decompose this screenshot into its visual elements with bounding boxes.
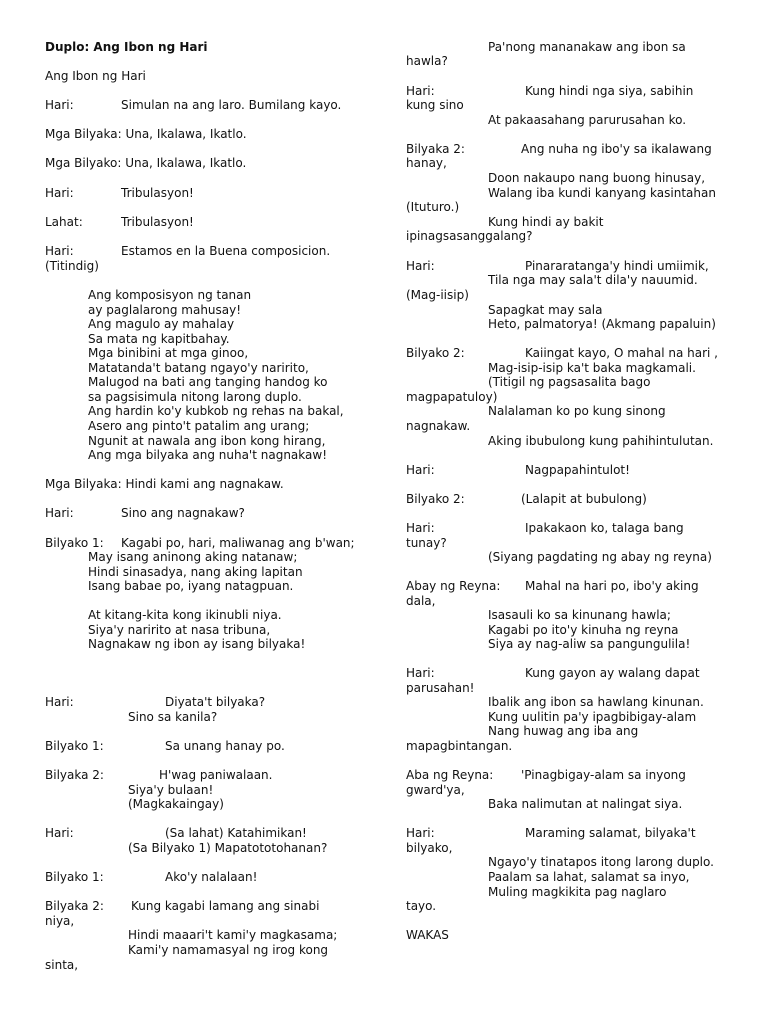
left-text-line: ay paglalarong mahusay! xyxy=(88,303,242,317)
right-text-line: Kung hindi nga siya, sabihin xyxy=(525,84,694,98)
right-text-line: (Lalapit at bubulong) xyxy=(521,492,647,506)
left-text-line: At kitang-kita kong ikinubli niya. xyxy=(88,608,282,622)
document-title: Duplo: Ang Ibon ng Hari xyxy=(45,40,208,54)
left-text-line: Siya'y bulaan! xyxy=(128,783,214,797)
left-text-line: May isang aninong aking natanaw; xyxy=(88,550,298,564)
left-text-line: Nagnakaw ng ibon ay isang bilyaka! xyxy=(88,637,306,651)
right-text-line: Hari: xyxy=(406,826,435,840)
right-text-line: Hari: xyxy=(406,521,435,535)
right-text-line: Tila nga may sala't dila'y nauumid. xyxy=(488,273,698,287)
right-text-line: dala, xyxy=(406,594,436,608)
right-text-line: Pa'nong mananakaw ang ibon sa xyxy=(488,40,686,54)
right-text-line: Pinararatanga'y hindi umiimik, xyxy=(525,259,709,273)
right-text-line: parusahan! xyxy=(406,681,475,695)
right-text-line: magpapatuloy) xyxy=(406,390,498,404)
left-text-line: Ang komposisyon ng tanan xyxy=(88,288,252,302)
right-text-line: Muling magkikita pag naglaro xyxy=(488,885,667,899)
right-text-line: kung sino xyxy=(406,98,464,112)
left-text-line: (Titindig) xyxy=(45,259,99,273)
right-text-line: Aba ng Reyna: xyxy=(406,768,494,782)
left-text-line: sinta, xyxy=(45,958,79,972)
right-text-line: Sapagkat may sala xyxy=(488,303,603,317)
left-text-line: Bilyako 1: xyxy=(45,870,104,884)
right-text-line: Isasauli ko sa kinunang hawla; xyxy=(488,608,671,622)
right-text-line: mapagbintangan. xyxy=(406,739,513,753)
right-text-line: Maraming salamat, bilyaka't xyxy=(525,826,696,840)
right-text-line: Heto, palmatorya! (Akmang papaluin) xyxy=(488,317,716,331)
right-text-line: Hari: xyxy=(406,259,435,273)
right-text-line: Mahal na hari po, ibo'y aking xyxy=(525,579,699,593)
left-text-line: Tribulasyon! xyxy=(121,215,194,229)
left-text-line: (Sa lahat) Katahimikan! xyxy=(165,826,307,840)
right-text-line: Siya ay nag-aliw sa pangungulila! xyxy=(488,637,691,651)
document-subtitle: Ang Ibon ng Hari xyxy=(45,69,146,83)
right-text-line: Bilyaka 2: xyxy=(406,142,465,156)
right-text-line: Paalam sa lahat, salamat sa inyo, xyxy=(488,870,690,884)
left-text-line: Malugod na bati ang tanging handog ko xyxy=(88,375,328,389)
right-text-line: At pakaasahang parurusahan ko. xyxy=(488,113,687,127)
right-text-line: Kung uulitin pa'y ipagbibigay-alam xyxy=(488,710,697,724)
left-text-line: Diyata't bilyaka? xyxy=(165,695,266,709)
left-text-line: Hari: xyxy=(45,186,74,200)
left-text-line: Hindi maaari't kami'y magkasama; xyxy=(128,928,338,942)
right-text-line: Walang iba kundi kanyang kasintahan xyxy=(488,186,716,200)
right-text-line: Nang huwag ang iba ang xyxy=(488,724,639,738)
right-text-line: ipinagsasanggalang? xyxy=(406,229,533,243)
left-text-line: Mga Bilyaka: Una, Ikalawa, Ikatlo. xyxy=(45,127,247,141)
left-text-line: Ang magulo ay mahalay xyxy=(88,317,235,331)
left-text-line: Hari: xyxy=(45,695,74,709)
right-text-line: Bilyako 2: xyxy=(406,492,465,506)
right-text-line: Hari: xyxy=(406,666,435,680)
right-text-line: Kaiingat kayo, O mahal na hari , xyxy=(525,346,718,360)
left-text-line: Kagabi po, hari, maliwanag ang b'wan; xyxy=(121,536,355,550)
left-text-line: Sino ang nagnakaw? xyxy=(121,506,245,520)
right-text-line: Nagpapahintulot! xyxy=(525,463,630,477)
left-text-line: Sino sa kanila? xyxy=(128,710,218,724)
left-text-line: Kami'y namamasyal ng irog kong xyxy=(128,943,329,957)
right-text-line: WAKAS xyxy=(406,928,449,942)
left-text-line: Mga Bilyako: Una, Ikalawa, Ikatlo. xyxy=(45,156,247,170)
right-text-line: Bilyako 2: xyxy=(406,346,465,360)
left-text-line: Hindi sinasadya, nang aking lapitan xyxy=(88,565,303,579)
left-text-line: Sa unang hanay po. xyxy=(165,739,285,753)
right-text-line: nagnakaw. xyxy=(406,419,471,433)
left-text-line: Hari: xyxy=(45,826,74,840)
left-text-line: Ang mga bilyaka ang nuha't nagnakaw! xyxy=(88,448,327,462)
right-text-line: Doon nakaupo nang buong hinusay, xyxy=(488,171,706,185)
left-text-line: Ang hardin ko'y kubkob ng rehas na bakal, xyxy=(88,404,344,418)
left-text-line: (Magkakaingay) xyxy=(128,797,224,811)
left-text-line: Bilyako 1: xyxy=(45,739,104,753)
right-text-line: Ibalik ang ibon sa hawlang kinunan. xyxy=(488,695,704,709)
left-text-line: sa pagsisimula nitong larong duplo. xyxy=(88,390,302,404)
left-text-line: Bilyaka 2: xyxy=(45,768,104,782)
right-text-line: 'Pinagbigay-alam sa inyong xyxy=(521,768,686,782)
right-text-line: (Mag-iisip) xyxy=(406,288,469,302)
right-text-line: Baka nalimutan at nalingat siya. xyxy=(488,797,683,811)
right-text-line: bilyako, xyxy=(406,841,453,855)
right-text-line: hawla? xyxy=(406,54,448,68)
right-text-line: Ipakakaon ko, talaga bang xyxy=(525,521,684,535)
left-text-line: Mga binibini at mga ginoo, xyxy=(88,346,249,360)
left-text-line: H'wag paniwalaan. xyxy=(159,768,273,782)
right-text-line: Abay ng Reyna: xyxy=(406,579,501,593)
right-text-line: (Titigil ng pagsasalita bago xyxy=(488,375,651,389)
right-text-line: Nalalaman ko po kung sinong xyxy=(488,404,666,418)
left-text-line: Kung kagabi lamang ang sinabi xyxy=(131,899,320,913)
left-text-line: (Sa Bilyako 1) Mapatototohanan? xyxy=(128,841,328,855)
left-text-line: Ako'y nalalaan! xyxy=(165,870,258,884)
left-text-line: Hari: xyxy=(45,98,74,112)
left-text-line: Simulan na ang laro. Bumilang kayo. xyxy=(121,98,342,112)
left-text-line: Estamos en la Buena composicion. xyxy=(121,244,331,258)
left-text-line: Mga Bilyaka: Hindi kami ang nagnakaw. xyxy=(45,477,284,491)
left-text-line: Bilyako 1: xyxy=(45,536,104,550)
left-text-line: Hari: xyxy=(45,244,74,258)
right-text-line: Kagabi po ito'y kinuha ng reyna xyxy=(488,623,679,637)
right-text-line: Mag-isip-isip ka't baka magkamali. xyxy=(488,361,696,375)
left-text-line: niya, xyxy=(45,914,75,928)
right-text-line: Hari: xyxy=(406,463,435,477)
right-text-line: Ang nuha ng ibo'y sa ikalawang xyxy=(521,142,712,156)
left-text-line: Matatanda't batang ngayo'y naririto, xyxy=(88,361,309,375)
left-text-line: Tribulasyon! xyxy=(121,186,194,200)
right-text-line: tunay? xyxy=(406,536,447,550)
left-text-line: Lahat: xyxy=(45,215,83,229)
left-text-line: Sa mata ng kapitbahay. xyxy=(88,332,230,346)
right-text-line: Kung gayon ay walang dapat xyxy=(525,666,700,680)
left-text-line: Ngunit at nawala ang ibon kong hirang, xyxy=(88,434,326,448)
left-text-line: Bilyaka 2: xyxy=(45,899,104,913)
right-text-line: gward'ya, xyxy=(406,783,465,797)
right-text-line: hanay, xyxy=(406,156,447,170)
right-text-line: (Ituturo.) xyxy=(406,200,460,214)
left-text-line: Hari: xyxy=(45,506,74,520)
right-text-line: Ngayo'y tinatapos itong larong duplo. xyxy=(488,855,714,869)
left-text-line: Asero ang pinto't patalim ang urang; xyxy=(88,419,310,433)
right-text-line: (Siyang pagdating ng abay ng reyna) xyxy=(488,550,712,564)
right-text-line: Hari: xyxy=(406,84,435,98)
right-text-line: Kung hindi ay bakit xyxy=(488,215,604,229)
left-text-line: Isang babae po, iyang natagpuan. xyxy=(88,579,294,593)
right-text-line: tayo. xyxy=(406,899,437,913)
left-text-line: Siya'y naririto at nasa tribuna, xyxy=(88,623,271,637)
right-text-line: Aking ibubulong kung pahihintulutan. xyxy=(488,434,714,448)
